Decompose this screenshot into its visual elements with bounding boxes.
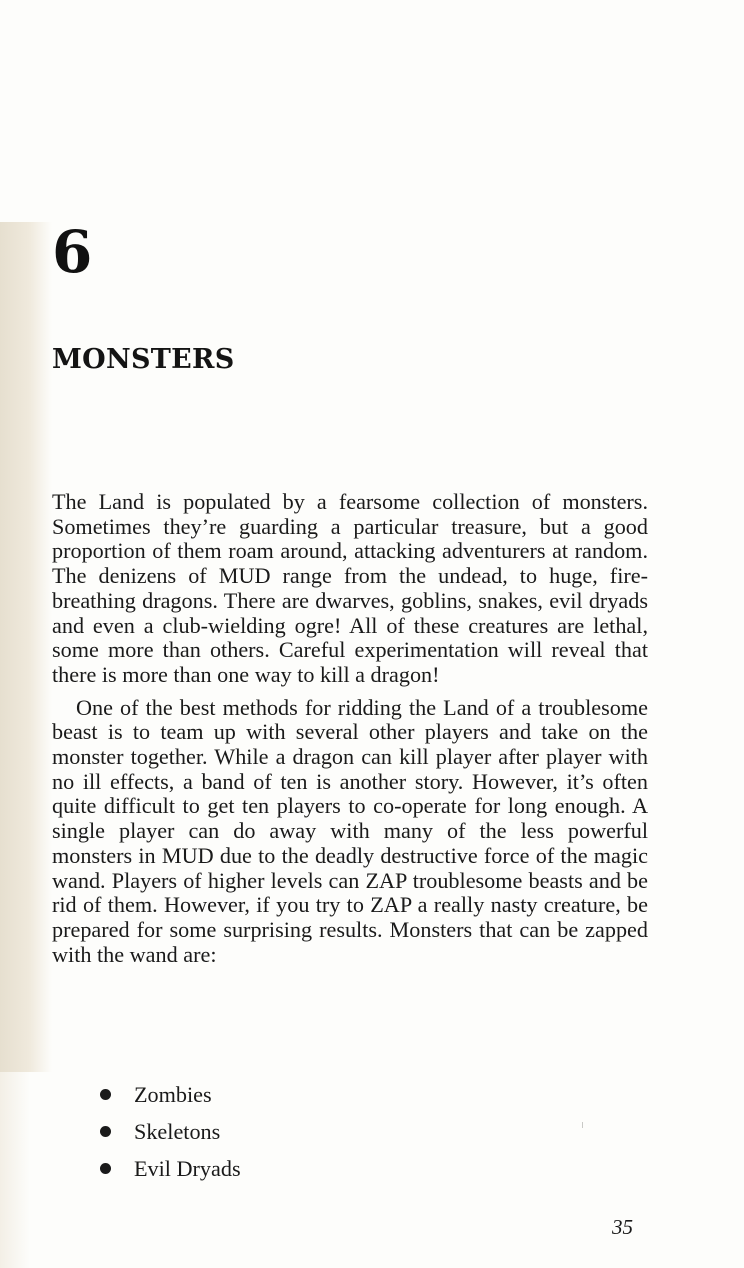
paragraph-intro: The Land is populated by a fearsome collection of monsters. Sometimes they’re guarding a particular treasure, but a good proportion of them roam around, attacking adventurers at random. The denizens of MUD range from the undead, to huge, fire-breathing dragons. There are dwarves, goblins, snakes, evil dryads and even a club-wielding ogre! All of these creatures are lethal, some more than others. Careful experimentation will reveal that there is more than one way to kill a dragon!: [52, 489, 648, 687]
page-binding-shadow-lower: [0, 1072, 30, 1268]
bullet-icon: [100, 1126, 111, 1137]
chapter-body: [52, 490, 648, 967]
list-item: [100, 1150, 241, 1187]
page-binding-shadow: [0, 222, 52, 1072]
list-item: [100, 1076, 241, 1113]
zappable-monster-list: [100, 1076, 241, 1187]
list-item-label: Zombies: [134, 1081, 212, 1107]
list-item-label: Evil Dryads: [134, 1155, 241, 1181]
paper-speck: [582, 1122, 583, 1128]
chapter-number: 6: [52, 218, 93, 286]
paragraph-methods: One of the best methods for ridding the Land of a troublesome beast is to team up with several other players and take on the monster together. While a dragon can kill player after player with no ill effects, a band of ten is another story. However, it’s often quite difficult to get ten players to co-operate for long enough. A single player can do away with many of the less powerful monsters in MUD due to the deadly destructive force of the magic wand. Players of higher levels can ZAP troublesome beasts and be rid of them. However, if you try to ZAP a really nasty creature, be prepared for some surprising results. Monsters that can be zapped with the wand are:: [52, 694, 648, 967]
list-item-label: Skeletons: [134, 1118, 221, 1144]
bullet-icon: [100, 1089, 111, 1100]
page-number: 35: [612, 1215, 633, 1239]
chapter-title: MONSTERS: [52, 344, 235, 375]
list-item: [100, 1113, 241, 1150]
bullet-icon: [100, 1163, 111, 1174]
